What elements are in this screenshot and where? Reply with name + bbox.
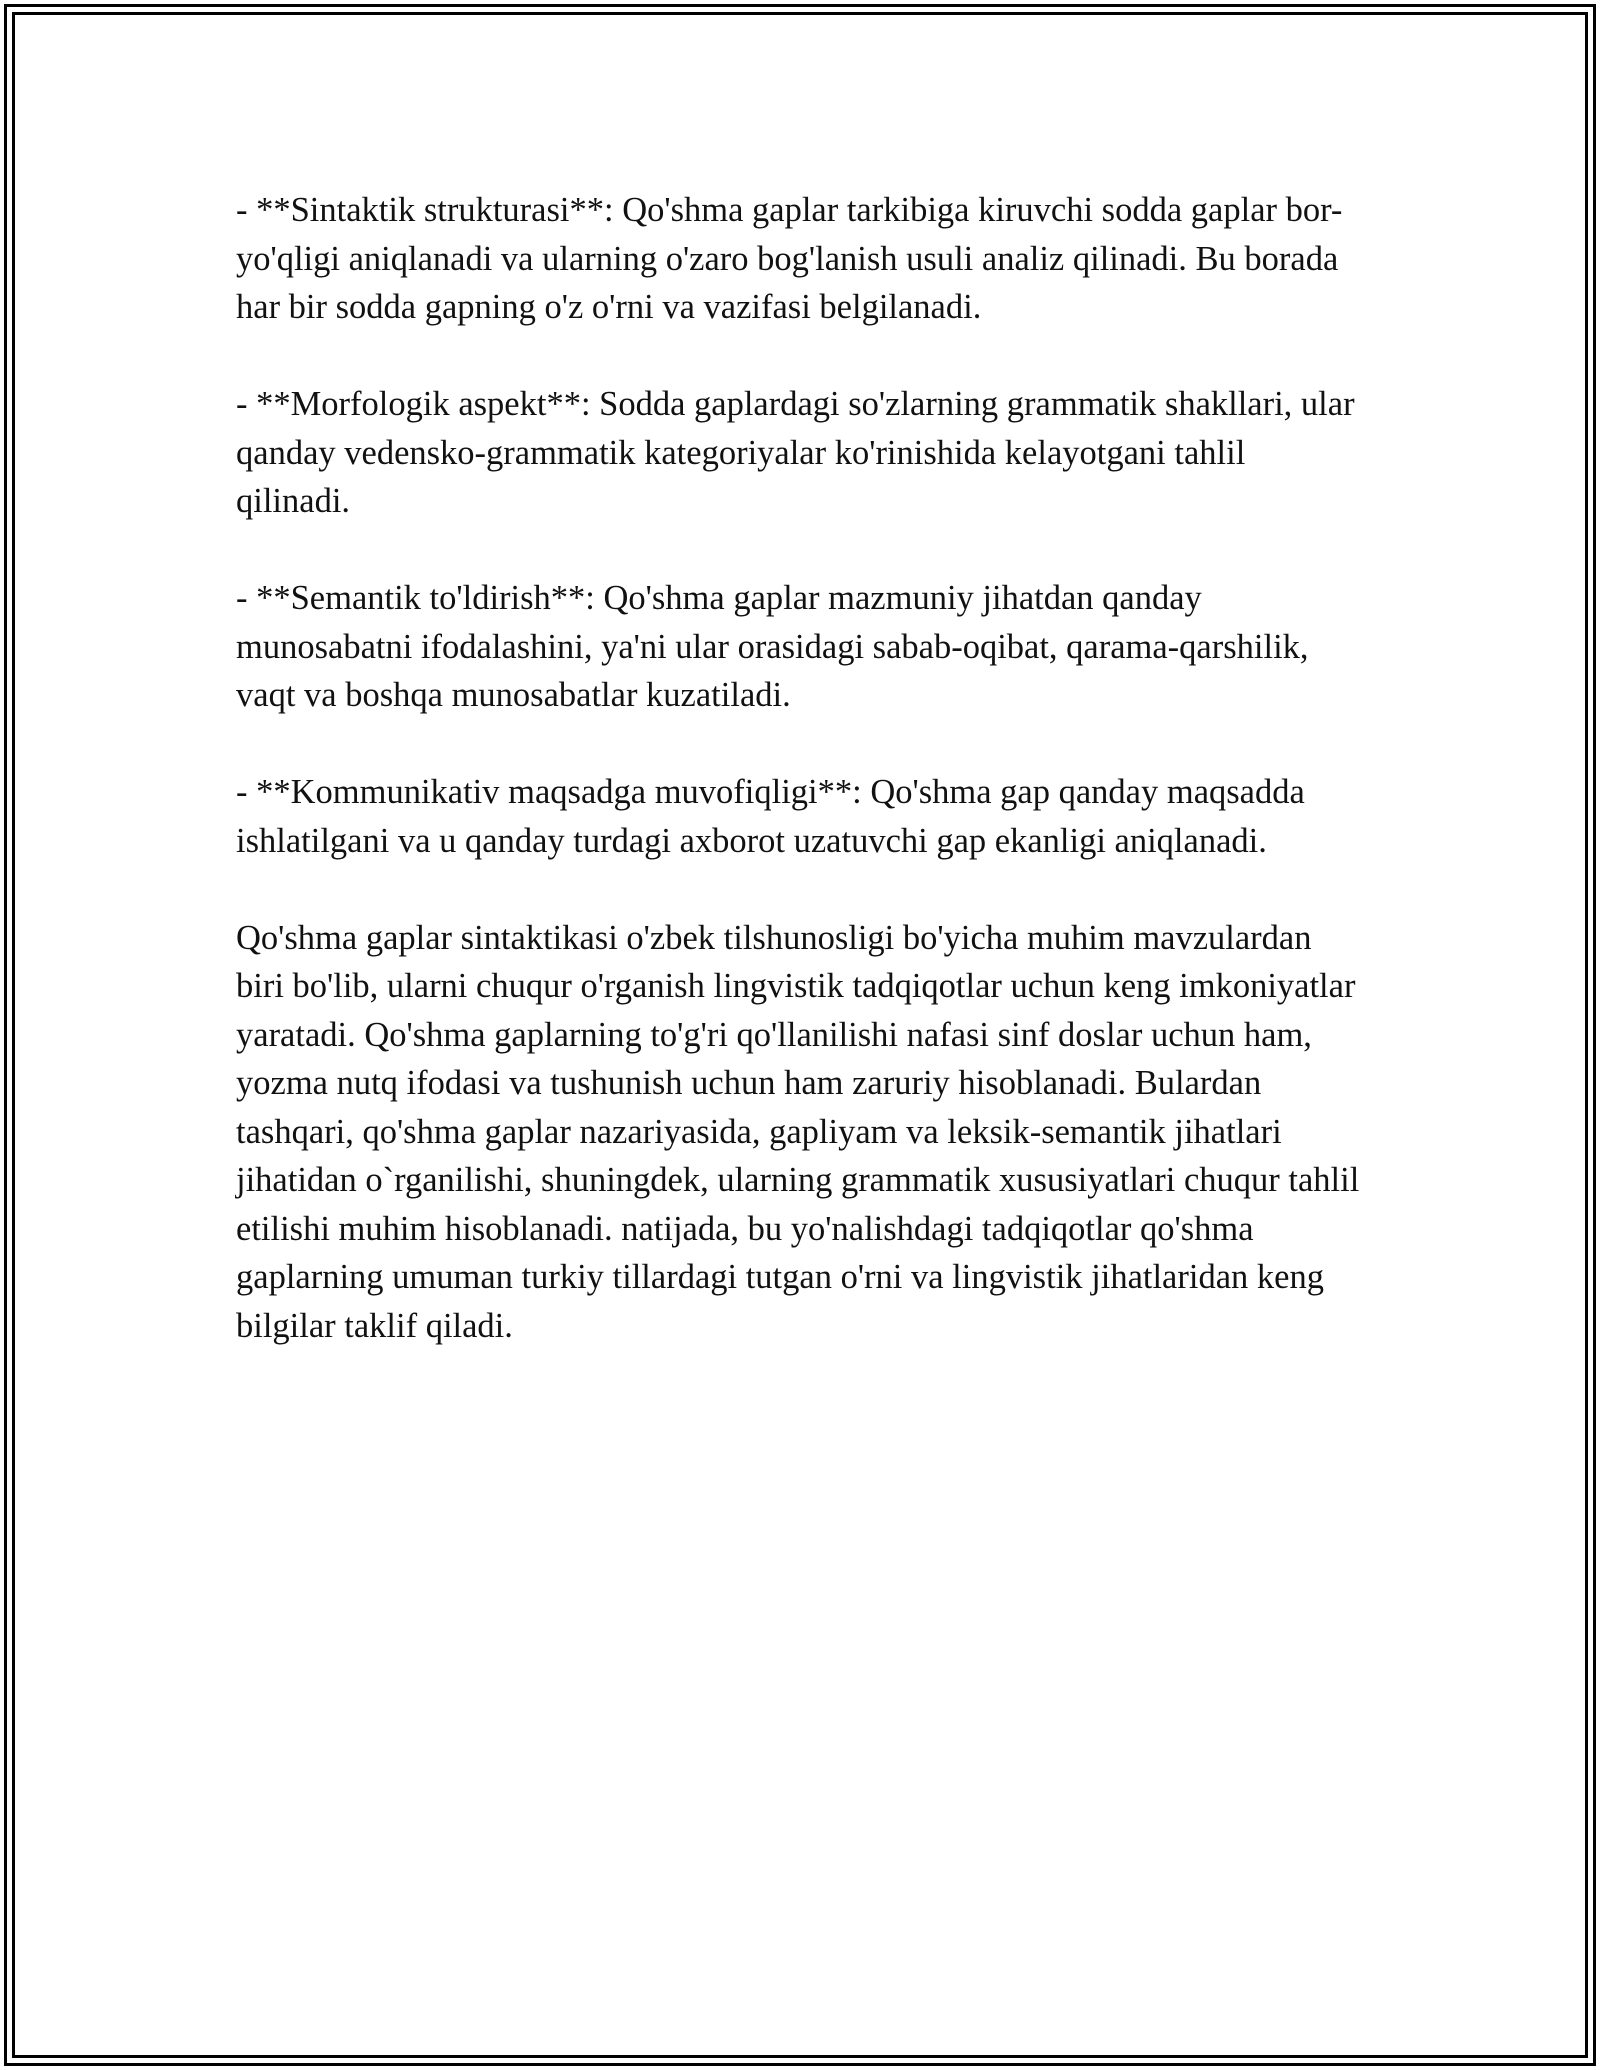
bullet-paragraph-morfologik: - **Morfologik aspekt**: Sodda gaplardagi so'zlarning grammatik shakllari, ular qanday vedensko-grammatik kategoriyalar ko'rinishida kelayotgani tahlil qilinadi. xyxy=(236,385,1355,520)
bullet-paragraph-kommunikativ: - **Kommunikativ maqsadga muvofiqligi**: Qo'shma gap qanday maqsadda ishlatilgani va u qanday turdagi axborot uzatuvchi gap ekanligi aniqlanadi. xyxy=(236,773,1305,860)
document-body xyxy=(236,186,1366,1350)
bullet-paragraph-sintaktik: - **Sintaktik strukturasi**: Qo'shma gaplar tarkibiga kiruvchi sodda gaplar bor-yo'qligi aniqlanadi va ularning o'zaro bog'lanish usuli analiz qilinadi. Bu borada har bir sodda gapning o'z o'rni va vazifasi belgilanadi. xyxy=(236,191,1343,326)
conclusion-paragraph: Qo'shma gaplar sintaktikasi o'zbek tilshunosligi bo'yicha muhim mavzulardan biri bo'lib, ularni chuqur o'rganish lingvistik tadqiqotlar uchun keng imkoniyatlar yaratadi. Qo'shma gaplarning to'g'ri qo'llanilishi nafasi sinf doslar uchun ham, yozma nutq ifodasi va tushunish uchun ham zaruriy hisoblanadi. Bulardan tashqari, qo'shma gaplar nazariyasida, gapliyam va leksik-semantik jihatlari jihatidan o`rganilishi, shuningdek, ularning grammatik xususiyatlari chuqur tahlil etilishi muhim hisoblanadi. natijada, bu yo'nalishdagi tadqiqotlar qo'shma gaplarning umuman turkiy tillardagi tutgan o'rni va lingvistik jihatlaridan keng bilgilar taklif qiladi. xyxy=(236,918,1360,1345)
bullet-paragraph-semantik: - **Semantik to'ldirish**: Qo'shma gaplar mazmuniy jihatdan qanday munosabatni ifodalashini, ya'ni ular orasidagi sabab-oqibat, qarama-qarshilik, vaqt va boshqa munosabatlar kuzatiladi. xyxy=(236,579,1309,714)
